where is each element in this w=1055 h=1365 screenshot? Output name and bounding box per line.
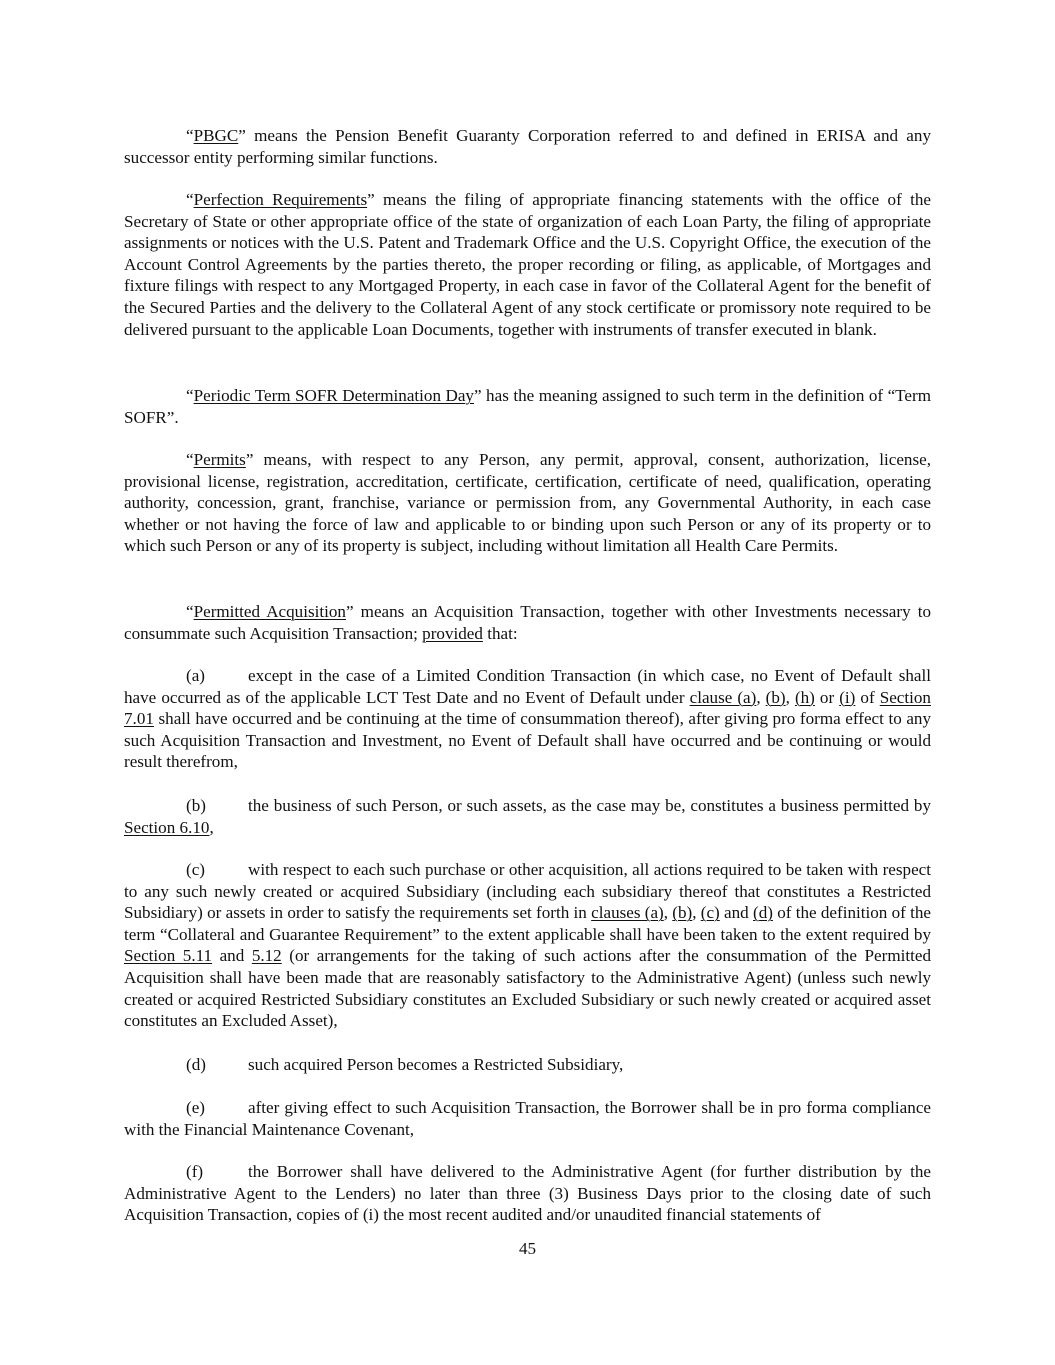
separator: ,	[785, 687, 795, 707]
cross-reference-section: Section 7.01	[124, 687, 931, 729]
cross-reference: (h)	[794, 687, 815, 707]
separator: of	[855, 687, 880, 707]
separator: ,	[756, 687, 766, 707]
definition-text: ” means the filing of appropriate financing statements with the office of the Secretary of State or other appropriate office of the state of organization of each Loan Party, the filing of appropriate assignments or notices with the U.S. Patent and Trademark Office and the U.S. Copyright Office, the execution of the Account Control Agreements by the parties thereto, the proper recording or filing, as applicable, of Mortgages and fixture filings with respect to any Mortgaged Property, in each case in favor of the Collateral Agent for the benefit of the Secured Parties and the delivery to the Collateral Agent of any stock certificate or promissory note required to be delivered pursuant to the applicable Loan Documents, together with instruments of transfer executed in blank.	[124, 190, 931, 339]
clause-text: (or arrangements for the taking of such actions after the consummation of the Permitted Acquisition shall have been made that are reasonably satisfactory to the Administrative Agent) (unless such newly created or acquired Restricted Subsidiary constitutes an Excluded Subsidiary or such newly created or acquired asset constitutes an Excluded Asset),	[124, 946, 931, 1031]
clause-a	[124, 665, 931, 773]
cross-reference: (i)	[839, 687, 856, 707]
definition-text: ” means the Pension Benefit Guaranty Corporation referred to and defined in ERISA and any successor entity performing similar functions.	[124, 126, 931, 167]
cross-reference: (b)	[672, 903, 693, 923]
clause-text: except in the case of a Limited Condition Transaction (in which case, no Event of Default shall have occurred as of the applicable LCT Test Date and no Event of Default under	[124, 666, 931, 707]
clause-text: shall have occurred and be continuing at the time of consummation thereof), after giving pro forma effect to any such Acquisition Transaction and Investment, no Event of Default shall have occurred and be continuing or would result therefrom,	[124, 709, 931, 772]
separator: and	[212, 946, 252, 966]
cross-reference: clauses (a)	[591, 903, 664, 923]
clause-d	[124, 1054, 931, 1076]
clause-text: after giving effect to such Acquisition Transaction, the Borrower shall be in pro forma compliance with the Financial Maintenance Covenant,	[124, 1098, 931, 1139]
definition-permits	[124, 449, 931, 557]
clause-label: (d)	[186, 1055, 206, 1074]
definition-text: ” has the meaning assigned to such term in the definition of “Term SOFR”.	[124, 386, 932, 427]
quote-open: “	[186, 190, 194, 209]
defined-term-permits: Permits	[193, 450, 246, 469]
clause-e	[124, 1097, 931, 1140]
page-number: 45	[518, 1239, 537, 1258]
quote-open: “	[186, 450, 194, 469]
definition-permitted-acquisition	[124, 601, 931, 644]
cross-reference: clause (a)	[689, 687, 757, 707]
defined-term-periodic-term-sofr: Periodic Term SOFR Determination Day	[193, 386, 474, 405]
clause-label: (f)	[186, 1162, 204, 1181]
clause-label: (a)	[186, 666, 205, 685]
clause-text: the Borrower shall have delivered to the Administrative Agent (for further distribution by the Administrative Agent to the Lenders) no later than three (3) Business Days prior to the closing date of such Acquisition Transaction, copies of (i) the most recent audited and/or unaudited financial statements of	[124, 1162, 931, 1225]
separator: ,	[692, 903, 701, 923]
cross-reference-section: Section 5.11	[124, 946, 213, 966]
defined-term-permitted-acquisition: Permitted Acquisition	[193, 602, 346, 621]
cross-reference: (b)	[765, 687, 786, 707]
cross-reference: (c)	[700, 903, 720, 923]
clause-text: the business of such Person, or such assets, as the case may be, constitutes a business permitted by	[248, 796, 931, 815]
clause-text: with respect to each such purchase or other acquisition, all actions required to be taken with respect to any such newly created or acquired Subsidiary (including each subsidiary thereof that constitutes a Restricted Subsidiary) or assets in order to satisfy the requirements set forth in	[124, 860, 931, 923]
provided-term: provided	[422, 623, 483, 643]
clause-text: such acquired Person becomes a Restricted Subsidiary,	[248, 1055, 624, 1074]
cross-reference: (d)	[753, 903, 773, 923]
clause-text: of the definition of the term “Collateral and Guarantee Requirement” to the extent applicable shall have been taken to the extent required by	[124, 903, 932, 944]
clause-b	[124, 795, 931, 838]
definition-text: ” means an Acquisition Transaction, together with other Investments necessary to consummate such Acquisition Transaction;	[124, 602, 932, 643]
defined-term-perfection-requirements: Perfection Requirements	[193, 190, 368, 209]
definition-text: that:	[482, 623, 518, 643]
clause-text: ,	[209, 817, 214, 837]
clause-f	[124, 1161, 931, 1226]
separator: or	[814, 687, 840, 707]
clause-label: (b)	[186, 796, 206, 815]
defined-term-pbgc: PBGC	[193, 126, 239, 145]
definition-periodic-term-sofr	[124, 385, 931, 428]
separator: and	[719, 903, 753, 923]
clause-c	[124, 859, 931, 1032]
cross-reference-section: Section 6.10	[124, 817, 210, 837]
clause-label: (c)	[186, 860, 205, 879]
separator: ,	[663, 903, 673, 923]
cross-reference-section: 5.12	[251, 946, 282, 966]
definition-text: ” means, with respect to any Person, any permit, approval, consent, authorization, license, provisional license, registration, accreditation, certificate, certification, certificate of need, qualification, operating authority, concession, grant, franchise, variance or permission from, any Governmental Authority, in each case whether or not having the force of law and applicable to or binding upon such Person or any of its property or to which such Person or any of its property is subject, including without limitation all Health Care Permits.	[124, 450, 931, 556]
quote-open: “	[186, 126, 194, 145]
definition-pbgc	[124, 125, 931, 168]
quote-open: “	[186, 602, 194, 621]
quote-open: “	[186, 386, 194, 405]
clause-label: (e)	[186, 1098, 205, 1117]
definition-perfection-requirements	[124, 189, 931, 340]
